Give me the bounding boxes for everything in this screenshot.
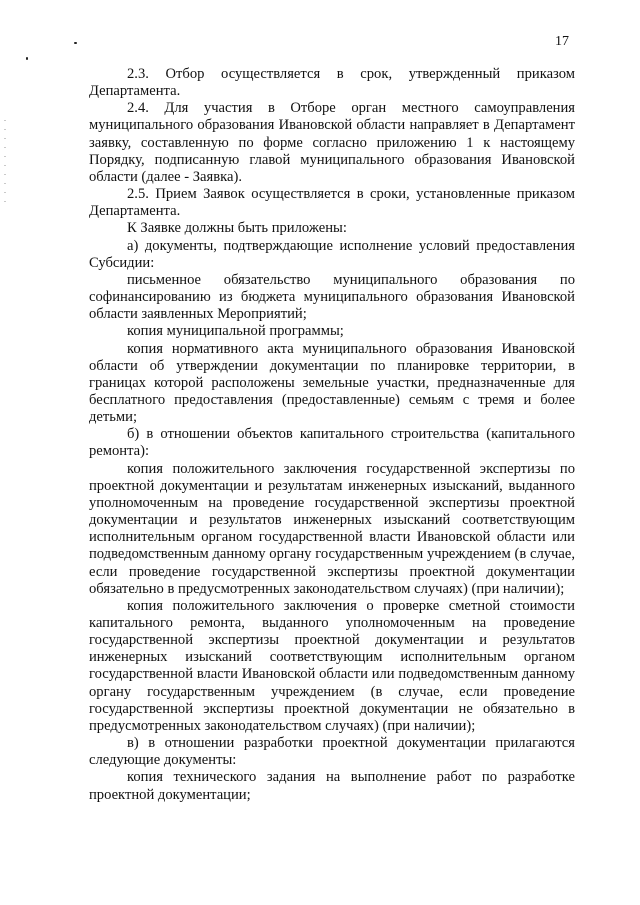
paragraph-2-3: 2.3. Отбор осуществляется в срок, утвержденный приказом Департамента. xyxy=(89,66,575,100)
paragraph-2-4: 2.4. Для участия в Отборе орган местного самоуправления муниципального образования Ивановской области направляет в Департамент заявку, составленную по форме согласно приложению 1 к настоящему Порядку, подписанную главой муниципального образования Ивановской области (далее - Заявка). xyxy=(89,100,575,185)
item-b-heading: б) в отношении объектов капитального строительства (капитального ремонта): xyxy=(89,426,575,460)
binding-margin-marks xyxy=(4,120,6,210)
attachments-intro: К Заявке должны быть приложены: xyxy=(127,220,347,237)
item-b-expertise-copy: копия положительного заключения государственной экспертизы по проектной документации и результатам инженерных изысканий, выданного уполномоченным на проведение государственной экспертизы проектной документации и результатов инженерных изысканий соответствующим исполнительным органом государственной власти Ивановской области или подведомственным данному органу государственным учреждением (в случае, если проведение государственной экспертизы проектной документации обязательно в предусмотренных законодательством случаях) (при наличии); xyxy=(89,460,575,597)
document-body xyxy=(89,66,575,804)
item-a-program-copy: копия муниципальной программы; xyxy=(127,323,344,340)
page-number: 17 xyxy=(555,34,569,49)
item-a-obligation: письменное обязательство муниципального образования по софинансированию из бюджета муниципального образования Ивановской области заявленных Мероприятий; xyxy=(89,271,575,323)
paragraph-2-5: 2.5. Прием Заявок осуществляется в сроки, установленные приказом Департамента. xyxy=(89,186,575,220)
item-c-technical-task: копия технического задания на выполнение работ по разработке проектной документации; xyxy=(89,769,575,803)
item-a-planning-act: копия нормативного акта муниципального образования Ивановской области об утверждении документации по планировке территории, в границах которой расположены земельные участки, предназначенные для бесплатного предоставления (предоставленные) семьям с тремя и более детьми; xyxy=(89,340,575,426)
item-a-heading: а) документы, подтверждающие исполнение условий предоставления Субсидии: xyxy=(89,237,575,271)
item-b-estimate-copy: копия положительного заключения о проверке сметной стоимости капитального ремонта, выданного уполномоченным на проведение государственной экспертизы проектной документации и результатов инженерных изысканий соответствующим исполнительным органом государственной власти Ивановской области или подведомственным данному органу государственным учреждением (в случае, если проведение государственной экспертизы проектной документации не обязательно в предусмотренных законодательством случаях) (при наличии); xyxy=(89,597,575,734)
scan-speck xyxy=(26,57,28,60)
item-c-heading: в) в отношении разработки проектной документации прилагаются следующие документы: xyxy=(89,735,575,769)
scan-speck xyxy=(74,42,77,44)
